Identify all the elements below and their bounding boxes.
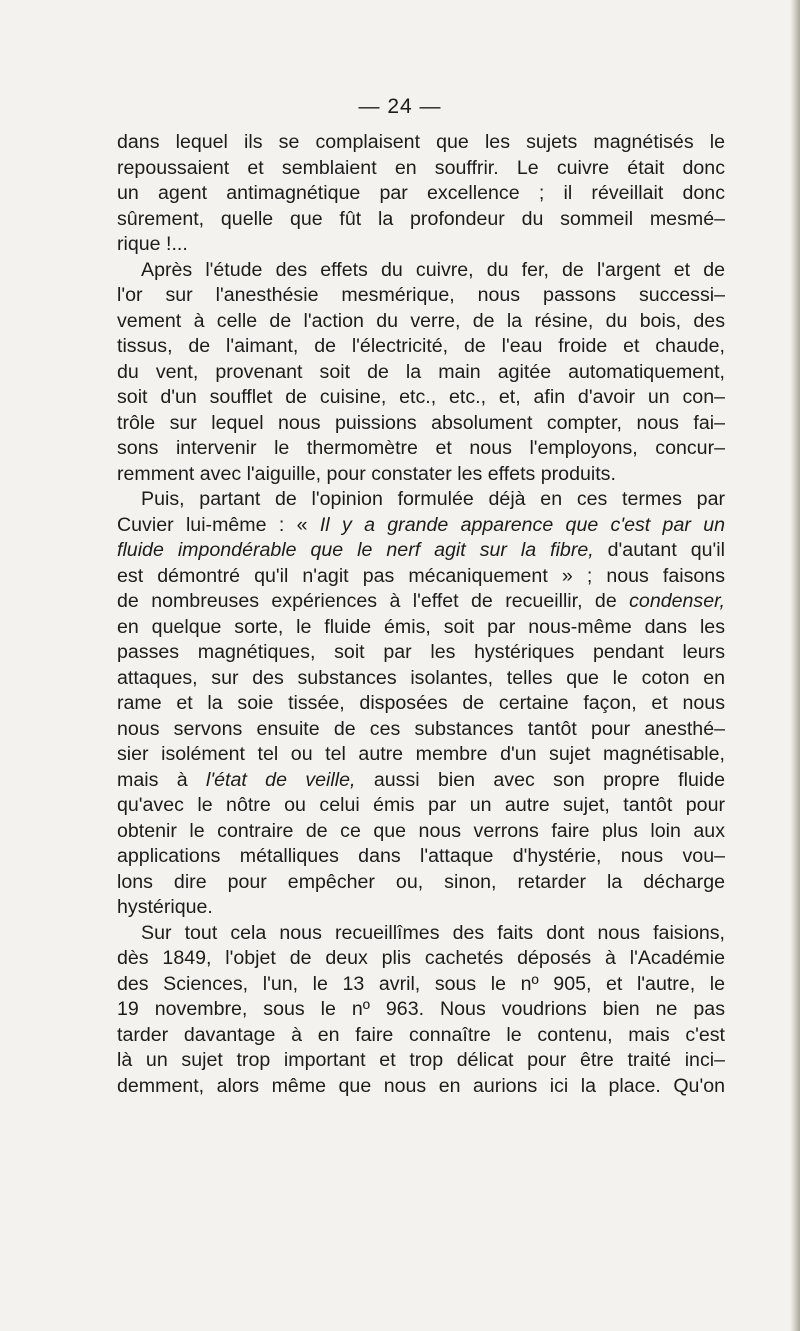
text-line: applications métalliques dans l'attaque d'hystérie, nous vou– xyxy=(117,845,725,867)
text-line: mais à l'état de veille, aussi bien avec son propre fluide xyxy=(117,768,725,791)
text-line: tissus, de l'aimant, de l'électricité, de l'eau froide et chaude, xyxy=(117,335,725,357)
text-line: nous servons ensuite de ces substances tantôt pour anesthé– xyxy=(117,717,725,740)
text-line: sons intervenir le thermomètre et nous l'employons, concur– xyxy=(117,437,725,459)
text-line: sûrement, quelle que fût la profondeur du sommeil mesmé– xyxy=(117,207,725,230)
page-number: — 24 — xyxy=(358,95,442,118)
text-line: l'or sur l'anesthésie mesmérique, nous passons successi– xyxy=(117,284,725,306)
text-line: dès 1849, l'objet de deux plis cachetés déposés à l'Académie xyxy=(117,947,725,969)
text-line: attaques, sur des substances isolantes, telles que le coton en xyxy=(117,666,725,689)
text-line: Cuvier lui-même : « Il y a grande apparence que c'est par un xyxy=(117,513,725,536)
text-line: de nombreuses expériences à l'effet de recueillir, de condenser, xyxy=(117,590,725,612)
page-edge-shadow xyxy=(790,0,800,1331)
text-line: là un sujet trop important et trop délicat pour être traité inci– xyxy=(117,1049,725,1071)
text-line: repoussaient et semblaient en souffrir. Le cuivre était donc xyxy=(117,156,725,179)
text-line: passes magnétiques, soit par les hystériques pendant leurs xyxy=(117,641,725,663)
text-line: en quelque sorte, le fluide émis, soit par nous-même dans les xyxy=(117,615,725,638)
text-line: demment, alors même que nous en aurions ici la place. Qu'on xyxy=(117,1074,725,1097)
text-line: du vent, provenant soit de la main agitée automatiquement, xyxy=(117,360,725,383)
text-line: soit d'un soufflet de cuisine, etc., etc., et, afin d'avoir un con– xyxy=(117,386,725,408)
text-line: qu'avec le nôtre ou celui émis par un autre sujet, tantôt pour xyxy=(117,794,725,816)
text-line: remment avec l'aiguille, pour constater les effets produits. xyxy=(117,462,616,485)
text-line: des Sciences, l'un, le 13 avril, sous le nº 905, et l'autre, le xyxy=(117,972,725,995)
text-line: sier isolément tel ou tel autre membre d'un sujet magnétisable, xyxy=(117,743,725,765)
text-line: Sur tout cela nous recueillîmes des faits dont nous faisions, xyxy=(141,921,725,944)
text-line: dans lequel ils se complaisent que les sujets magnétisés le xyxy=(117,131,725,153)
text-line: hystérique. xyxy=(117,896,213,918)
text-line: fluide impondérable que le nerf agit sur la fibre, d'autant qu'il xyxy=(117,539,725,561)
italic-quote: fluide impondérable que le nerf agit sur la fibre, xyxy=(117,539,594,561)
text-line: rame et la soie tissée, disposées de certaine façon, et nous xyxy=(117,692,725,714)
italic-phrase: l'état de veille, xyxy=(206,768,356,791)
body-text xyxy=(117,130,725,1099)
text-line: lons dire pour empêcher ou, sinon, retarder la décharge xyxy=(117,870,725,893)
text-line: 19 novembre, sous le nº 963. Nous voudrions bien ne pas xyxy=(117,998,725,1020)
italic-quote: Il y a grande apparence que c'est par un xyxy=(319,513,725,536)
text-line: rique !... xyxy=(117,233,188,255)
text-line: un agent antimagnétique par excellence ; il réveillait donc xyxy=(117,182,725,204)
text-line: Après l'étude des effets du cuivre, du fer, de l'argent et de xyxy=(141,258,725,281)
text-line: tarder davantage à en faire connaître le contenu, mais c'est xyxy=(117,1023,725,1046)
text-line: est démontré qu'il n'agit pas mécaniquement » ; nous faisons xyxy=(117,564,725,587)
text-line: trôle sur lequel nous puissions absolument compter, nous fai– xyxy=(117,411,725,434)
italic-word: condenser, xyxy=(629,590,725,612)
text-line: Puis, partant de l'opinion formulée déjà en ces termes par xyxy=(141,488,725,510)
text-line: obtenir le contraire de ce que nous verrons faire plus loin aux xyxy=(117,819,725,842)
text-line: vement à celle de l'action du verre, de la résine, du bois, des xyxy=(117,309,725,332)
